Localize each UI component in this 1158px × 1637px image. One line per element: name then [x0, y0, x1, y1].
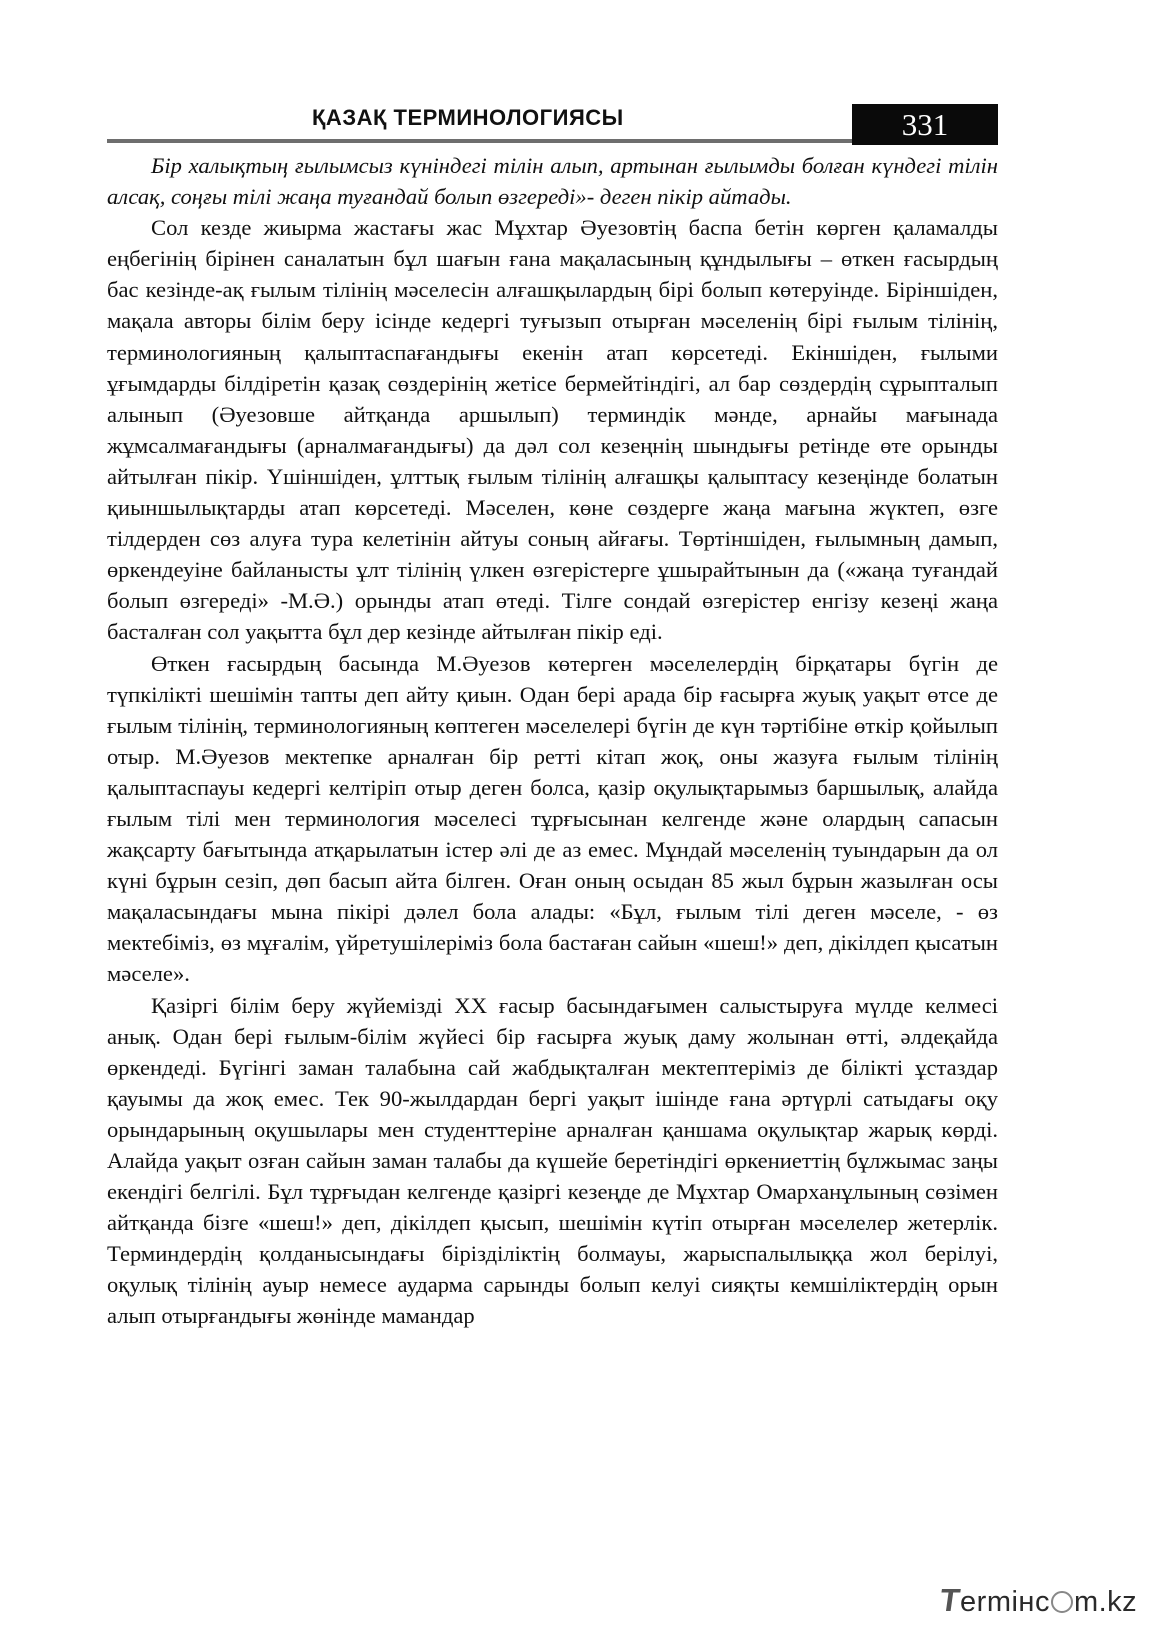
body-paragraph-3: Қазіргі білім беру жүйемізді ХХ ғасыр басындағымен салыстыруға мүлде келмесі анық. Одан бері ғылым-білім жүйесі бір ғасырға жуық даму жолынан өтті, әлдеқайда өркендеді. Бүгінгі заман талабына сай жабдықталған мектептеріміз де білікті ұстаздар қауымы да жоқ емес. Тек 90-жылдардан бергі уақыт ішінде ғана әртүрлі сатыдағы оқу орындарының оқушылары мен студенттеріне арналған қаншама оқулықтар жарық көрді. Алайда уақыт озған сайын заман талабы да күшейе беретіндігі өркениеттің бұлжымас заңы екендігі белгілі. Бұл тұрғыдан келгенде қазіргі кезеңде де Мұхтар Омарханұлының сөзімен айтқанда бізге «шеш!» деп, дікілдеп қысып, шешімін күтіп отырған мәселелер жетерлік. Терминдердің қолданысындағы бірізділіктің болмауы, жарыспалылыққа жол берілуі, оқулық тілінің ауыр немесе аударма сарынды болып келуі сияқты кемшіліктердің орын алып отырғандығы жөнінде мамандар [107, 992, 998, 1329]
page-number: 331 [852, 104, 998, 145]
article-body [107, 150, 998, 1332]
watermark-end: m.kz [1073, 1586, 1138, 1618]
quote-paragraph: Бір халықтың ғылымсыз күніндегі тілін алып, артынан ғылымды болған күндегі тілін алсақ, соңғы тілі жаңа туғандай болып өзгереді»- деген пікір айтады. [107, 153, 998, 210]
watermark-t-letter: T [937, 1582, 963, 1618]
site-watermark-logo [937, 1582, 1138, 1619]
watermark-mid: ermінc [960, 1586, 1050, 1618]
magnifier-icon [1051, 1591, 1073, 1613]
header-rule [107, 139, 852, 143]
body-paragraph-2: Өткен ғасырдың басында М.Әуезов көтерген мәселелердің бірқатары бүгін де түпкілікті шешімін тапты деп айту қиын. Одан бері арада бір ғасырға жуық уақыт өтсе де ғылым тілінің, терминологияның көптеген мәселелері бүгін де күн тәртібіне өткір қойылып отыр. М.Әуезов мектепке арналған бір ретті кітап жоқ, оны жазуға ғылым тілінің қалыптаспауы кедергі келтіріп отыр деген болса, қазір оқулықтарымыз баршылық, алайда ғылым тілі мен терминология мәселесі тұрғысынан келгенде және олардың сапасын жақсарту бағытында атқарылатын істер әлі де аз емес. Мұндай мәселенің туындарын да ол күні бұрын сезіп, дөп басып айта білген. Оған оның осыдан 85 жыл бұрын жазылған осы мақаласындағы мына пікірі дәлел бола алады: «Бұл, ғылым тілі деген мәселе, - өз мектебіміз, өз мұғалім, үйретушілеріміз бола бастаған сайын «шеш!» деп, дікілдеп қысатын мәселе». [107, 650, 998, 987]
body-paragraph-1: Сол кезде жиырма жастағы жас Мұхтар Әуезовтің баспа бетін көрген қаламалды еңбегінің бірінен саналатын бұл шағын ғана мақаласының құндылығы – өткен ғасырдың бас кезінде-ақ ғылым тілінің мәселесін алғашқылардың бірі болып көтеруінде. Біріншіден, мақала авторы білім беру ісінде кедергі туғызып отырған мәселенің бірі ғылым тілінің, терминологияның қалыптаспағандығы екенін атап көрсетеді. Екіншіден, ғылыми ұғымдарды білдіретін қазақ сөздерінің жетісе бермейтіндігі, ал бар сөздердің сұрыпталып алынып (Әуезовше айтқанда аршылып) терминдік мәнде, арнайы мағынада жұмсалмағандығы (арналмағандығы) да дәл сол кезеңнің шындығы ретінде өте орынды айтылған пікір. Үшіншіден, ұлттық ғылым тілінің алғашқы қалыптасу кезеңінде болатын қиыншылықтарды атап көрсетеді. Мәселен, көне сөздерге жаңа мағына жүктеп, өзге тілдерден сөз алуға тура келетінін айтуы соның айғағы. Төртіншіден, ғылымның дамып, өркендеуіне байланысты ұлт тілінің үлкен өзгерістерге ұшырайтынын да («жаңа туғандай болып өзгереді» -М.Ә.) орынды атап өтеді. Тілге сондай өзгерістер енгізу кезеңі жаңа басталған сол уақытта бұл дер кезінде айтылған пікір еді. [107, 215, 998, 645]
running-header-title: ҚАЗАҚ ТЕРМИНОЛОГИЯСЫ [312, 105, 624, 130]
